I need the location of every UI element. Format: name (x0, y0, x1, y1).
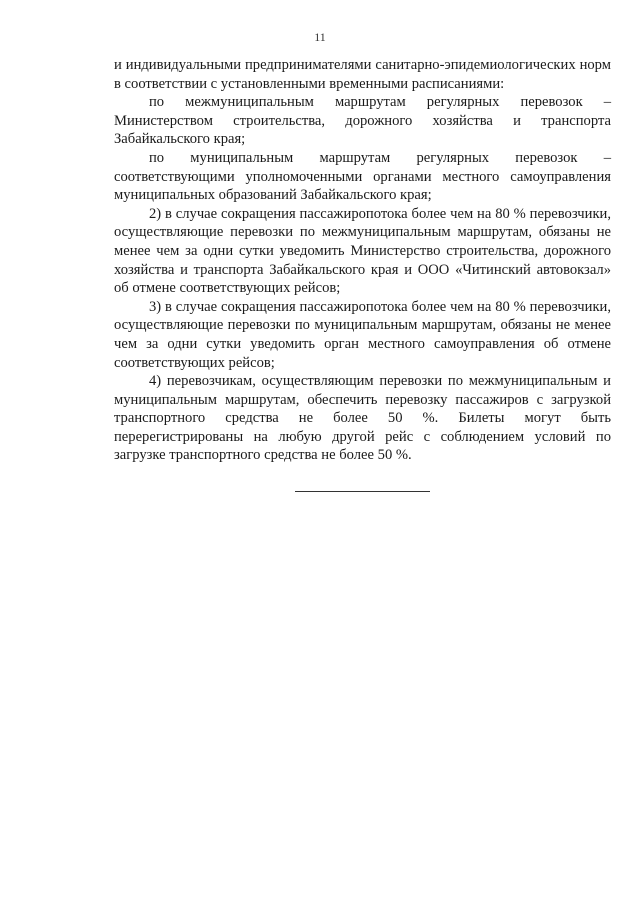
paragraph-municipal-routes: по муниципальным маршрутам регулярных перевозок – соответствующими уполномоченными органами местного самоуправления муниципальных образований Забайкальского края; (114, 149, 611, 204)
document-body (114, 56, 611, 465)
page-number: 11 (314, 30, 326, 44)
paragraph-item-2: 2) в случае сокращения пассажиропотока более чем на 80 % перевозчики, осуществляющие перевозки по межмуниципальным маршрутам, обязаны не менее чем за одни сутки уведомить Министерство строительства, дорожного хозяйства и транспорта Забайкальского края и ООО «Читинский автовокзал» об отмене соответствующих рейсов; (114, 205, 611, 297)
paragraph-item-3: 3) в случае сокращения пассажиропотока более чем на 80 % перевозчики, осуществляющие перевозки по муниципальным маршрутам, обязаны не менее чем за одни сутки уведомить орган местного самоуправления об отмене соответствующих рейсов; (114, 298, 611, 371)
paragraph-item-4: 4) перевозчикам, осуществляющим перевозки по межмуниципальным и муниципальным маршрутам, обеспечить перевозку пассажиров с загрузкой транспортного средства не более 50 %. Билеты могут быть перерегистрированы на любую другой рейс с соблюдением условий по загрузке транспортного средства не более 50 %. (114, 373, 611, 464)
paragraph-intermunicipal-routes: по межмуниципальным маршрутам регулярных перевозок – Министерством строительства, дорожного хозяйства и транспорта Забайкальского края; (114, 94, 611, 148)
paragraph-continuation: и индивидуальными предпринимателями санитарно-эпидемиологических норм в соответствии с установленными временными расписаниями: (114, 57, 611, 92)
end-of-document-rule (295, 491, 430, 492)
